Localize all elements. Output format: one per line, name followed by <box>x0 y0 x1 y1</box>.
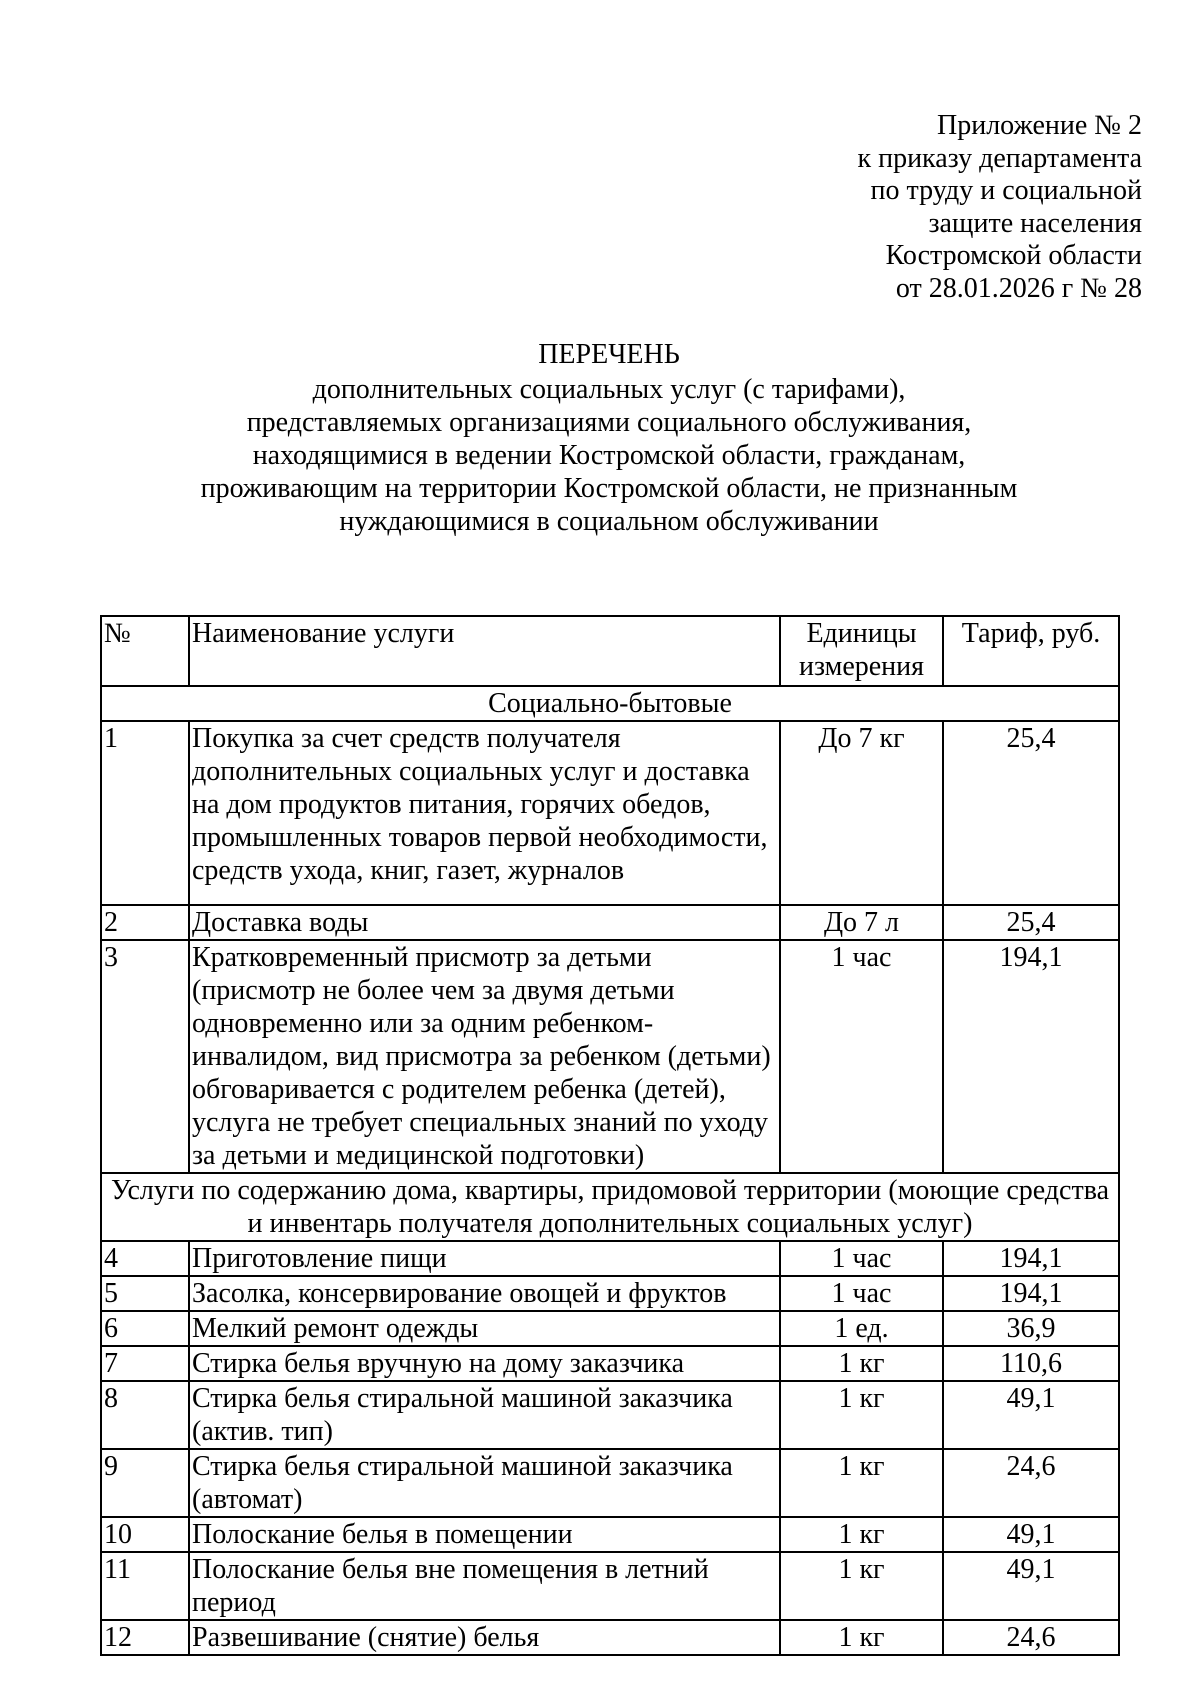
row-name: Покупка за счет средств получателя дополнительных социальных услуг и доставка на дом продуктов питания, горячих обедов, промышленных товаров первой необходимости, средств ухода, книг, газет, журналов <box>189 721 780 905</box>
row-name: Приготовление пищи <box>189 1241 780 1276</box>
row-tariff: 36,9 <box>943 1311 1119 1346</box>
appendix-reference <box>857 110 1142 305</box>
appendix-line: по труду и социальной <box>870 175 1142 206</box>
row-name: Кратковременный присмотр за детьми (присмотр не более чем за двумя детьми одновременно или за одним ребенком-инвалидом, вид присмотра за ребенком (детьми) обговаривается с родителем ребенка (детей), услуга не требует специальных знаний по уходу за детьми и медицинской подготовки) <box>189 940 780 1173</box>
row-tariff: 110,6 <box>943 1346 1119 1381</box>
title-heading: ПЕРЕЧЕНЬ <box>538 339 680 370</box>
row-tariff: 49,1 <box>943 1552 1119 1620</box>
title-line: нуждающимися в социальном обслуживании <box>339 506 879 537</box>
row-unit: 1 час <box>780 940 943 1173</box>
title-line: дополнительных социальных услуг (с тарифами), <box>312 374 906 405</box>
header-name: Наименование услуги <box>189 616 780 686</box>
table-header-row <box>101 616 1119 686</box>
row-num: 6 <box>101 1311 189 1346</box>
section-title: Услуги по содержанию дома, квартиры, придомовой территории (моющие средства и инвентарь получателя дополнительных социальных услуг) <box>101 1173 1119 1241</box>
header-num: № <box>101 616 189 686</box>
row-num: 1 <box>101 721 189 905</box>
row-name: Развешивание (снятие) белья <box>189 1620 780 1655</box>
row-tariff: 49,1 <box>943 1517 1119 1552</box>
table-row <box>101 905 1119 940</box>
title-line: находящимися в ведении Костромской области, гражданам, <box>252 440 966 471</box>
table-row <box>101 1311 1119 1346</box>
row-name: Полоскание белья в помещении <box>189 1517 780 1552</box>
header-unit: Единицы измерения <box>780 616 943 686</box>
services-table <box>100 615 1120 1656</box>
row-tariff: 25,4 <box>943 721 1119 905</box>
row-tariff: 24,6 <box>943 1449 1119 1517</box>
row-name: Засолка, консервирование овощей и фруктов <box>189 1276 780 1311</box>
row-unit: До 7 л <box>780 905 943 940</box>
row-unit: 1 кг <box>780 1620 943 1655</box>
row-name: Мелкий ремонт одежды <box>189 1311 780 1346</box>
row-unit: 1 кг <box>780 1517 943 1552</box>
row-unit: До 7 кг <box>780 721 943 905</box>
row-unit: 1 час <box>780 1241 943 1276</box>
appendix-line: к приказу департамента <box>857 142 1142 174</box>
row-num: 12 <box>101 1620 189 1655</box>
row-unit: 1 кг <box>780 1381 943 1449</box>
appendix-line: Приложение № 2 <box>937 110 1142 141</box>
title-line: проживающим на территории Костромской области, не признанным <box>200 473 1018 504</box>
section-row <box>101 1173 1119 1241</box>
row-name: Стирка белья стиральной машиной заказчика (автомат) <box>189 1449 780 1517</box>
table-row <box>101 1552 1119 1620</box>
document-title <box>0 338 1200 538</box>
row-tariff: 24,6 <box>943 1620 1119 1655</box>
row-name: Доставка воды <box>189 905 780 940</box>
appendix-line: защите населения <box>928 207 1142 239</box>
row-tariff: 194,1 <box>943 940 1119 1173</box>
table-row <box>101 1241 1119 1276</box>
appendix-line: от 28.01.2026 г № 28 <box>895 272 1142 304</box>
section-title: Социально-бытовые <box>101 686 1119 721</box>
row-num: 5 <box>101 1276 189 1311</box>
row-num: 9 <box>101 1449 189 1517</box>
row-unit: 1 час <box>780 1276 943 1311</box>
header-tariff: Тариф, руб. <box>943 616 1119 686</box>
row-unit: 1 кг <box>780 1552 943 1620</box>
row-unit: 1 ед. <box>780 1311 943 1346</box>
row-tariff: 25,4 <box>943 905 1119 940</box>
table-row <box>101 940 1119 1173</box>
table-row <box>101 1517 1119 1552</box>
section-row <box>101 686 1119 721</box>
row-name: Стирка белья стиральной машиной заказчика (актив. тип) <box>189 1381 780 1449</box>
row-num: 8 <box>101 1381 189 1449</box>
row-tariff: 194,1 <box>943 1241 1119 1276</box>
table-row <box>101 1346 1119 1381</box>
row-num: 7 <box>101 1346 189 1381</box>
row-tariff: 49,1 <box>943 1381 1119 1449</box>
appendix-line: Костромской области <box>885 240 1142 271</box>
row-tariff: 194,1 <box>943 1276 1119 1311</box>
row-num: 11 <box>101 1552 189 1620</box>
row-num: 4 <box>101 1241 189 1276</box>
title-line: представляемых организациями социального обслуживания, <box>246 407 972 438</box>
table-row <box>101 1620 1119 1655</box>
row-unit: 1 кг <box>780 1346 943 1381</box>
row-num: 3 <box>101 940 189 1173</box>
table-row <box>101 1449 1119 1517</box>
table-row <box>101 1276 1119 1311</box>
table-row <box>101 721 1119 905</box>
row-name: Полоскание белья вне помещения в летний период <box>189 1552 780 1620</box>
row-num: 2 <box>101 905 189 940</box>
row-name: Стирка белья вручную на дому заказчика <box>189 1346 780 1381</box>
table-row <box>101 1381 1119 1449</box>
row-num: 10 <box>101 1517 189 1552</box>
row-unit: 1 кг <box>780 1449 943 1517</box>
